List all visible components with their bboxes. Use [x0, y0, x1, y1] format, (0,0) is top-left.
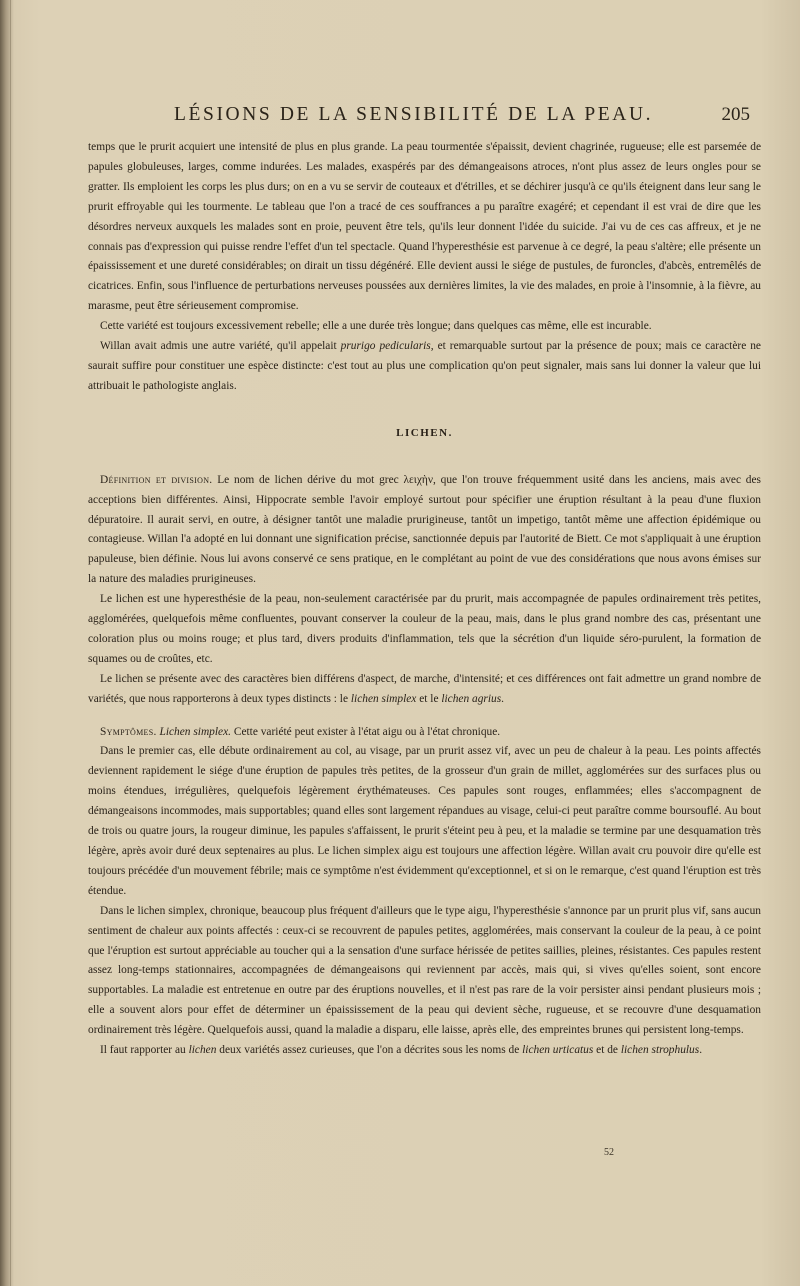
running-header: [80, 104, 760, 132]
paragraph: Le lichen est une hyperesthésie de la peau, non-seulement caractérisée par du prurit, mais accompagnée de papules ordinairement très petites, agglomérées, quelquefois même confluentes, pouvant conserver la couleur de la peau, mais, dans le plus grand nombre des cas, présentant une coloration plus ou moins rouge; et plus tard, divers produits d'inflammation, tels que la sécrétion d'un liquide séro-purulent, la formation de squames ou de croûtes, etc.: [88, 593, 761, 665]
paragraph-symptomes: Symptômes. Lichen simplex. Cette variété peut exister à l'état aigu ou à l'état chronique.: [100, 725, 501, 738]
paragraph: Le lichen se présente avec des caractères bien différens d'aspect, de marche, d'intensité; et ces différences ont fait admettre un grand nombre de variétés, que nous rapporterons à deux types distincts : le lichen simplex et le lichen agrius.: [88, 672, 761, 705]
paragraph-willan: Willan avait admis une autre variété, qu'il appelait prurigo pedicularis, et remarquable surtout par la présence de poux; mais ce caractère ne saurait suffire pour constituer une espèce distincte: c'est tout au plus une complication qu'on peut signaler, mais sans lui donner la valeur que lui attribuait le pathologiste anglais.: [88, 340, 761, 392]
page-number: 205: [721, 104, 750, 125]
paragraph-lead: Symptômes.: [100, 725, 157, 738]
binding-gutter: [10, 0, 11, 1286]
signature-mark: 52: [604, 1147, 614, 1158]
paragraph: Cette variété est toujours excessivement rebelle; elle a une durée très longue; dans quelques cas même, elle est incurable.: [100, 320, 652, 333]
paragraph-definition: Définition et division. Le nom de lichen dérive du mot grec λειχὴν, que l'on trouve fréquemment usité dans les anciens, mais avec des acceptions bien différentes. Ainsi, Hippocrate semble l'avoir employé surtout pour spécifier une éruption résultant à la peau d'une fluxion dépuratoire. Il aurait servi, en outre, à désigner tantôt une maladie prurigineuse, tantôt un impetigo, tantôt même une affection épidémique ou contagieuse. Willan l'a adopté en lui donnant une signification précise, sanctionnée depuis par l'autorité de Biett. Ce mot s'appliquait à une éruption papuleuse, bien définie. Nous lui avons conservé ce sens pratique, en le complétant au point de vue des considérations que nous avons émises sur la nature des maladies prurigineuses.: [88, 473, 761, 586]
paragraph: Dans le premier cas, elle débute ordinairement au col, au visage, par un prurit assez vif, avec un peu de chaleur à la peau. Les points affectés deviennent rapidement le siége d'une éruption de papules très petites, de la grosseur d'un grain de millet, agglomérées sur des surfaces plus ou moins étendues, irrégulières, quelquefois légèrement érythémateuses. Ces papules sont rouges, enflammées; elles s'accompagnent de démangeaisons incommodes, mais supportables; quand elles sont largement répandues au visage, celui-ci peut paraître comme boursouflé. Au bout de trois ou quatre jours, la rougeur diminue, les papules s'affaissent, le prurit s'éteint peu à peu, et la maladie se termine par une desquamation très légère, après avoir duré deux septenaires au plus. Le lichen simplex aigu est toujours une affection légère. Willan avait cru pouvoir dire qu'elle est toujours précédée d'un mouvement fébrile; mais ce symptôme n'est évidemment qu'exceptionnel, et si on le remarque, c'est quand l'éruption est très étendue.: [88, 745, 761, 897]
paragraph-lead: Définition et division.: [100, 473, 213, 486]
paragraph: temps que le prurit acquiert une intensité de plus en plus grande. La peau tourmentée s'épaissit, devient chagrinée, rugueuse; elle est parsemée de papules globuleuses, larges, comme indurées. Les malades, exaspérés par des démangeaisons atroces, n'ont plus assez de leurs ongles pour se gratter. Ils emploient les corps les plus durs; on en a vu se servir de couteaux et d'étrilles, et se déchirer jusqu'à ce qu'ils éteignent dans leur sang le prurit effroyable qui les tourmente. Le tableau que l'on a tracé de ces souffrances a pu paraître exagéré; et cependant il est vrai de dire que les désordres nerveux auxquels les malades sont en proie, peuvent être tels, qu'ils leur donnent l'idée du suicide. J'ai vu de ces cas affreux, et je ne connais pas d'expression qui puisse rendre l'effet d'un tel spectacle. Quand l'hyperesthésie est parvenue à ce degré, la peau s'altère; elle présente un épaississement et une dureté considérables; on dirait un tissu dégénéré. Elle devient aussi le siége de pustules, de furoncles, d'abcès, entremêlés de cicatrices. Enfin, sous l'influence de perturbations nerveuses poussées aux dernières limites, la vie des malades, en proie à l'insomnie, à la fièvre, au marasme, peut être sérieusement compromise.: [88, 141, 761, 313]
running-title: LÉSIONS DE LA SENSIBILITÉ DE LA PEAU.: [174, 104, 654, 125]
paragraph: Dans le lichen simplex, chronique, beaucoup plus fréquent d'ailleurs que le type aigu, l'hyperesthésie s'annonce par un prurit plus vif, sans aucun sentiment de chaleur aux points affectés : ceux-ci se recouvrent de papules petites, agglomérées, mais conservant la couleur de la peau, à ce point que l'éruption est surtout appréciable au toucher qui a la sensation d'une surface hérissée de petites saillies, pleines, résistantes. Ces papules restent assez long-temps stationnaires, accompagnées de démangeaisons qui reviennent par accès, mais qui, si vives qu'elles soient, sont encore supportables. La maladie est entretenue en outre par des éruptions nouvelles, et il n'est pas rare de la voir persister ainsi pendant plusieurs mois ; elle a souvent alors pour effet de déterminer un épaississement de la peau qui devient sèche, rugueuse, et se recouvre d'une desquamation ordinairement très légère. Quelquefois aussi, quand la maladie a disparu, elle laisse, après elle, des empreintes brunes qui persistent long-temps.: [88, 904, 761, 1037]
body-text: [88, 138, 761, 1061]
paragraph-final: Il faut rapporter au lichen deux variétés assez curieuses, que l'on a décrites sous les noms de lichen urticatus et de lichen strophulus.: [100, 1044, 703, 1057]
section-title: LICHEN.: [396, 426, 453, 439]
